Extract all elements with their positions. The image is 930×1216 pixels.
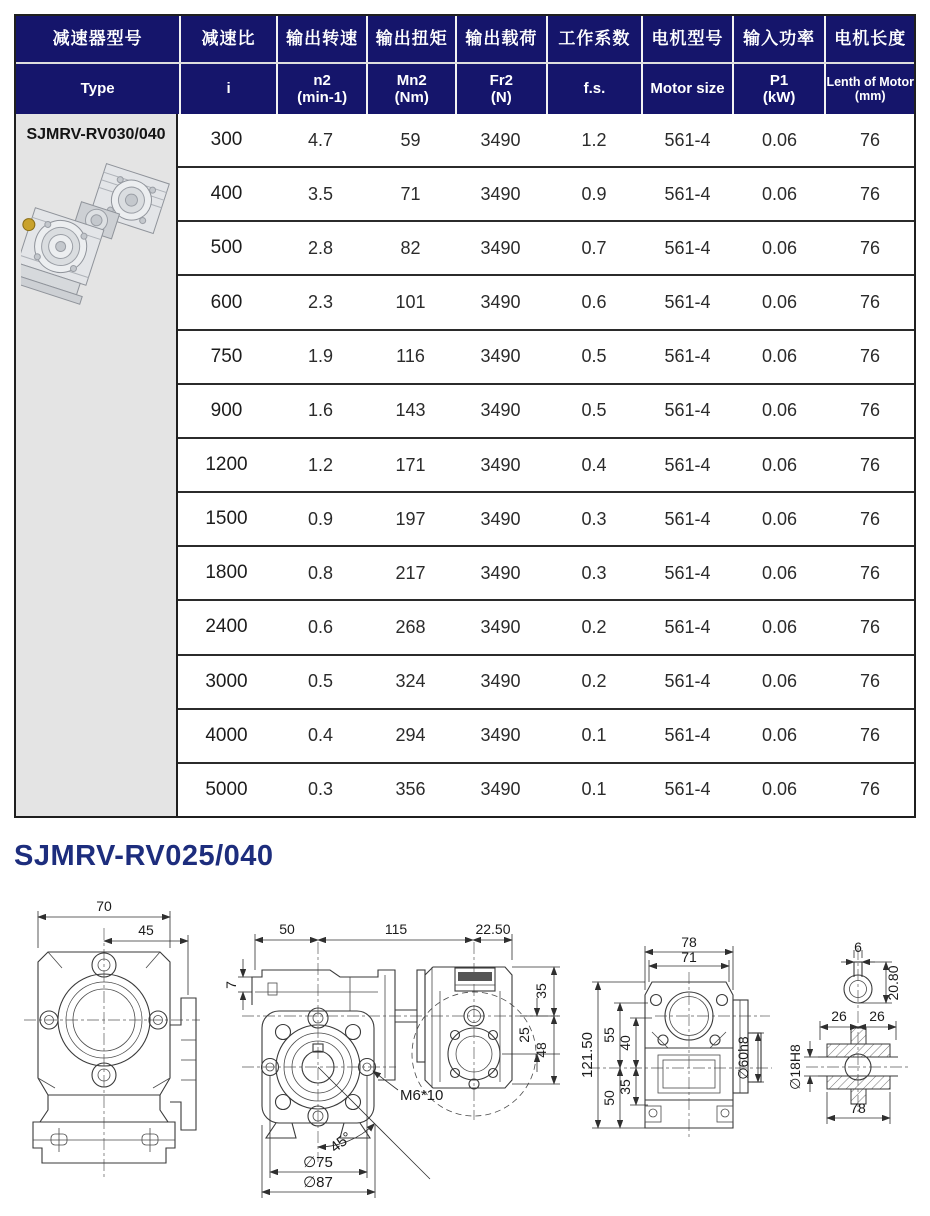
spec-cell: 0.06 — [761, 454, 798, 475]
table-row — [178, 222, 914, 276]
spec-cell: 3000 — [205, 670, 248, 692]
table-row — [178, 276, 914, 330]
header-cell-cn: 输出载荷 — [457, 16, 548, 62]
dim-55: 55 — [601, 1027, 617, 1043]
spec-cell: 76 — [859, 183, 881, 204]
table-row — [178, 114, 914, 168]
spec-cell: 1500 — [205, 508, 248, 530]
spec-cell: 0.2 — [581, 616, 607, 637]
spec-cell: 76 — [859, 671, 881, 692]
header-line: (Nm) — [394, 89, 429, 106]
vertical-view-drawing — [579, 934, 772, 1138]
spec-cell: 1.2 — [307, 454, 334, 475]
table-row — [178, 331, 914, 385]
spec-cell: 268 — [395, 616, 426, 637]
spec-cell: 0.7 — [581, 237, 607, 258]
spec-cell: 59 — [400, 129, 421, 150]
dim-35v: 35 — [617, 1079, 633, 1095]
header-line: f.s. — [583, 80, 606, 98]
dim-71: 71 — [681, 949, 697, 965]
spec-cell: 0.6 — [307, 616, 334, 637]
dim-22-50: 22.50 — [475, 921, 511, 937]
spec-cell: 300 — [210, 129, 243, 151]
table-header — [16, 16, 914, 114]
table-row — [178, 439, 914, 493]
spec-cell: 0.3 — [581, 562, 607, 583]
spec-cell: 356 — [395, 779, 426, 800]
header-line: Mn2 — [396, 71, 427, 89]
spec-cell: 561-4 — [664, 562, 711, 583]
spec-cell: 561-4 — [664, 454, 711, 475]
spec-cell: 750 — [210, 345, 243, 367]
spec-cell: 0.3 — [581, 508, 607, 529]
spec-cell: 76 — [859, 400, 881, 421]
gearbox-product-image — [21, 158, 171, 326]
spec-cell: 3490 — [480, 616, 521, 637]
dim-45: 45 — [138, 922, 154, 938]
spec-cell: 561-4 — [664, 508, 711, 529]
header-cell-en — [16, 64, 181, 114]
spec-cell: 3490 — [480, 671, 521, 692]
spec-cell: 0.9 — [581, 183, 607, 204]
spec-cell: 76 — [859, 779, 881, 800]
dim-26-left: 26 — [831, 1008, 847, 1024]
spec-cell: 3490 — [480, 346, 521, 367]
spec-cell: 1200 — [205, 454, 248, 476]
spec-cell: 0.5 — [581, 346, 607, 367]
spec-cell: 0.5 — [581, 400, 607, 421]
header-cell-en — [734, 64, 827, 114]
dim-40: 40 — [617, 1035, 633, 1051]
spec-cell: 900 — [210, 399, 243, 421]
spec-cell: 561-4 — [664, 400, 711, 421]
spec-cell: 0.8 — [307, 562, 334, 583]
dim-d18h8: ∅18H8 — [787, 1044, 803, 1090]
spec-cell: 3490 — [480, 454, 521, 475]
spec-cell: 0.06 — [761, 725, 798, 746]
dim-20-80: 20.80 — [885, 965, 901, 1001]
spec-cell: 143 — [395, 400, 426, 421]
spec-cell: 4.7 — [307, 129, 334, 150]
dim-78: 78 — [681, 934, 697, 950]
spec-cell: 1800 — [205, 562, 248, 584]
spec-cell: 3.5 — [307, 183, 334, 204]
spec-cell: 561-4 — [664, 346, 711, 367]
product-cell — [16, 114, 178, 816]
dim-70: 70 — [96, 898, 112, 914]
dim-50v: 50 — [601, 1090, 617, 1106]
header-line: i — [226, 80, 231, 98]
spec-cell: 0.9 — [307, 508, 334, 529]
dim-26-right: 26 — [869, 1008, 885, 1024]
dim-78-shaft: 78 — [850, 1100, 866, 1116]
header-line: P1 — [769, 71, 789, 89]
table-row — [178, 493, 914, 547]
spec-cell: 294 — [395, 725, 426, 746]
table-row — [178, 385, 914, 439]
spec-cell: 561-4 — [664, 671, 711, 692]
spec-cell: 3490 — [480, 508, 521, 529]
spec-cell: 76 — [859, 237, 881, 258]
spec-cell: 3490 — [480, 725, 521, 746]
spec-cell: 400 — [210, 183, 243, 205]
spec-cell: 0.06 — [761, 508, 798, 529]
header-cell-en — [368, 64, 457, 114]
spec-cell: 76 — [859, 129, 881, 150]
header-cell-en — [181, 64, 278, 114]
header-line: (N) — [490, 89, 512, 106]
spec-cell: 217 — [395, 562, 426, 583]
spec-cell: 0.06 — [761, 183, 798, 204]
header-cell-cn: 电机长度 — [834, 29, 907, 49]
header-cell-en — [826, 64, 914, 114]
header-line: Motor size — [650, 80, 725, 98]
dim-45deg: 45° — [327, 1128, 356, 1157]
dim-6: 6 — [854, 939, 862, 955]
table-row — [178, 601, 914, 655]
header-line: (min-1) — [297, 89, 348, 106]
spec-cell: 0.06 — [761, 346, 798, 367]
spec-cell: 561-4 — [664, 237, 711, 258]
header-line: n2 — [313, 71, 331, 89]
dim-48: 48 — [533, 1042, 549, 1058]
spec-cell: 0.6 — [581, 292, 607, 313]
header-cell-cn: 输出转速 — [278, 16, 369, 62]
spec-cell: 0.06 — [761, 400, 798, 421]
dim-35: 35 — [533, 983, 549, 999]
spec-cell: 3490 — [480, 779, 521, 800]
spec-cell: 2400 — [205, 616, 248, 638]
spec-cell: 0.2 — [581, 671, 607, 692]
spec-cell: 0.06 — [761, 292, 798, 313]
spec-cell: 116 — [396, 346, 425, 367]
table-row — [178, 656, 914, 710]
shaft-section-drawing — [787, 939, 908, 1124]
header-cell-cn: 工作系数 — [548, 16, 644, 62]
spec-cell: 561-4 — [664, 725, 711, 746]
spec-cell: 0.06 — [761, 779, 798, 800]
front-view-drawing — [24, 898, 200, 1178]
spec-cell: 0.4 — [307, 725, 334, 746]
dim-50: 50 — [279, 921, 295, 937]
spec-cell: 561-4 — [664, 292, 711, 313]
spec-cell: 561-4 — [664, 129, 711, 150]
header-line: Fr2 — [489, 71, 514, 89]
spec-cell: 3490 — [480, 400, 521, 421]
spec-cell: 0.1 — [581, 725, 607, 746]
header-line: Lenth of Motor — [826, 74, 914, 89]
spec-cell: 0.06 — [761, 671, 798, 692]
spec-cell: 76 — [859, 508, 881, 529]
product-model-label: SJMRV-RV030/040 — [26, 126, 166, 143]
header-cell-en — [278, 64, 369, 114]
dim-d87: ∅87 — [303, 1174, 333, 1191]
dim-25: 25 — [516, 1027, 532, 1043]
spec-cell: 0.1 — [581, 779, 607, 800]
spec-cell: 1.2 — [581, 129, 607, 150]
spec-cell: 561-4 — [664, 779, 711, 800]
header-cell-en — [548, 64, 644, 114]
header-cell-en — [643, 64, 734, 114]
spec-cell: 561-4 — [664, 616, 711, 637]
spec-cell: 0.06 — [761, 616, 798, 637]
dim-7: 7 — [223, 981, 239, 989]
spec-cell: 1.9 — [307, 346, 334, 367]
spec-cell: 76 — [859, 616, 881, 637]
spec-cell: 500 — [210, 237, 243, 259]
spec-cell: 76 — [859, 346, 881, 367]
spec-cell: 0.06 — [761, 562, 798, 583]
header-line: (mm) — [854, 89, 886, 103]
dim-m6x10: M6*10 — [400, 1087, 444, 1104]
spec-cell: 4000 — [205, 724, 248, 746]
spec-cell: 76 — [859, 725, 881, 746]
spec-cell: 101 — [395, 292, 426, 313]
spec-cell: 71 — [400, 183, 421, 204]
header-row-cn — [16, 16, 914, 64]
spec-cell: 197 — [395, 508, 426, 529]
table-row — [178, 547, 914, 601]
header-cell-cn: 输出扭矩 — [368, 16, 457, 62]
header-cell-cn: 减速比 — [181, 16, 278, 62]
table-row — [178, 764, 914, 816]
spec-cell: 76 — [859, 454, 881, 475]
spec-cell: 2.3 — [307, 292, 334, 313]
spec-cell: 3490 — [480, 183, 521, 204]
spec-cell: 0.06 — [761, 129, 798, 150]
spec-cell: 2.8 — [307, 237, 334, 258]
header-row-en — [16, 64, 914, 114]
dim-115: 115 — [384, 921, 408, 937]
spec-cell: 82 — [400, 237, 421, 258]
spec-cell: 3490 — [480, 129, 521, 150]
header-cell-cn: 电机型号 — [643, 16, 734, 62]
header-cell-cn: 输入功率 — [734, 16, 827, 62]
spec-cell: 0.4 — [581, 454, 607, 475]
spec-cell: 0.06 — [761, 237, 798, 258]
header-cell-cn: 减速器型号 — [16, 16, 181, 62]
spec-cell: 324 — [395, 671, 426, 692]
spec-table — [14, 14, 916, 818]
spec-cell: 76 — [859, 292, 881, 313]
dim-d75: ∅75 — [303, 1154, 333, 1171]
spec-cell: 600 — [210, 291, 243, 313]
dim-121-50: 121.50 — [579, 1032, 596, 1078]
spec-cell: 1.6 — [307, 400, 334, 421]
spec-cell: 3490 — [480, 237, 521, 258]
section-title: SJMRV-RV025/040 — [14, 840, 274, 872]
spec-cell: 0.3 — [307, 779, 334, 800]
header-cell-en — [457, 64, 548, 114]
spec-cell: 561-4 — [664, 183, 711, 204]
spec-cell: 3490 — [480, 562, 521, 583]
table-body — [16, 114, 914, 816]
spec-cell: 3490 — [480, 292, 521, 313]
side-view-drawing — [223, 921, 560, 1198]
spec-cell: 5000 — [205, 778, 248, 800]
header-line: (kW) — [762, 89, 796, 106]
table-rows — [178, 114, 914, 816]
table-row — [178, 710, 914, 764]
spec-cell: 171 — [395, 454, 426, 475]
spec-cell: 76 — [859, 562, 881, 583]
spec-cell: 0.5 — [307, 671, 334, 692]
header-line: Type — [80, 80, 115, 98]
dim-d60h8: ∅60h8 — [735, 1036, 751, 1080]
table-row — [178, 168, 914, 222]
